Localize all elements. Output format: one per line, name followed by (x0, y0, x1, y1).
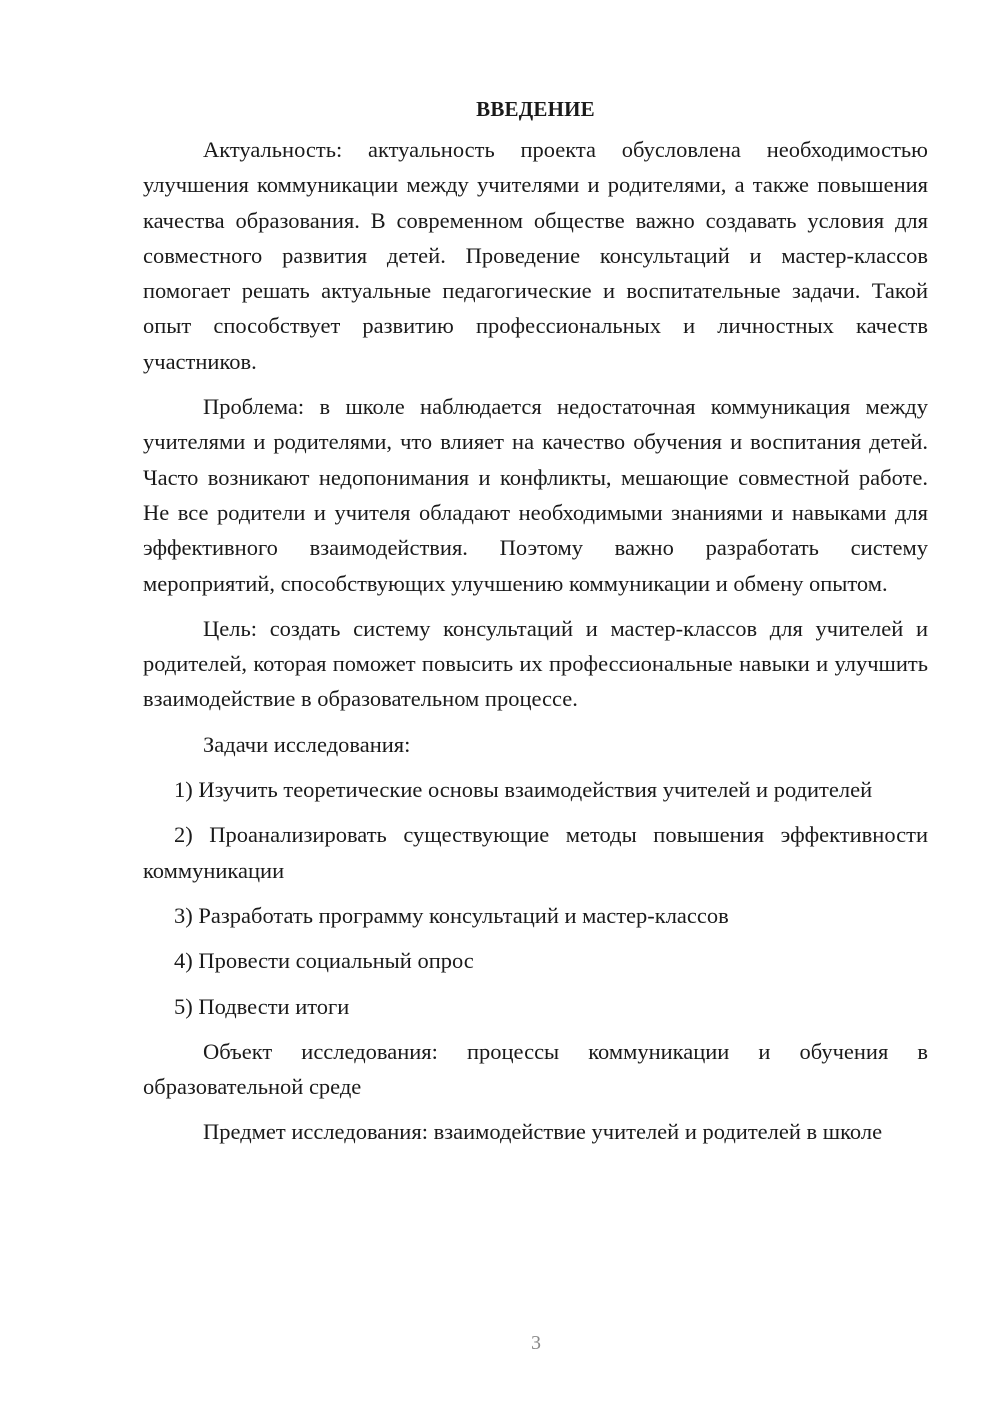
task-item: 2) Проанализировать существующие методы повышения эффективности коммуникации (143, 822, 928, 883)
task-item: 3) Разработать программу консультаций и мастер-классов (174, 902, 729, 928)
page-content (143, 92, 928, 1160)
paragraph-object: Объект исследования: процессы коммуникации и обучения в образовательной среде (143, 1038, 928, 1100)
paragraph-problem: Проблема: в школе наблюдается недостаточная коммуникация между учителями и родителями, что влияет на качество обучения и воспитания детей. Часто возникают недопонимания и конфликты, мешающие совместной работе. Не все родители и учителя обладают необходимыми знаниями и навыками для эффективного взаимодействия. Поэтому важно разработать систему мероприятий, способствующих улучшению коммуникации и обмену опытом. (143, 394, 928, 596)
tasks-heading: Задачи исследования: (203, 731, 411, 757)
section-title: ВВЕДЕНИЕ (476, 97, 595, 121)
paragraph-relevance: Актуальность: актуальность проекта обусловлена необходимостью улучшения коммуникации между учителями и родителями, а также повышения качества образования. В современном обществе важно создавать условия для совместного развития детей. Проведение консультаций и мастер-классов помогает решать актуальные педагогические и воспитательные задачи. Такой опыт способствует развитию профессиональных и личностных качеств участников. (143, 137, 928, 374)
task-item: 1) Изучить теоретические основы взаимодействия учителей и родителей (174, 777, 873, 803)
task-item: 4) Провести социальный опрос (174, 948, 474, 974)
paragraph-goal: Цель: создать систему консультаций и мастер-классов для учителей и родителей, которая поможет повысить их профессиональные навыки и улучшить взаимодействие в образовательном процессе. (143, 615, 928, 712)
task-item: 5) Подвести итоги (174, 993, 350, 1019)
page-number: 3 (531, 1332, 541, 1354)
paragraph-subject: Предмет исследования: взаимодействие учителей и родителей в школе (203, 1119, 883, 1145)
